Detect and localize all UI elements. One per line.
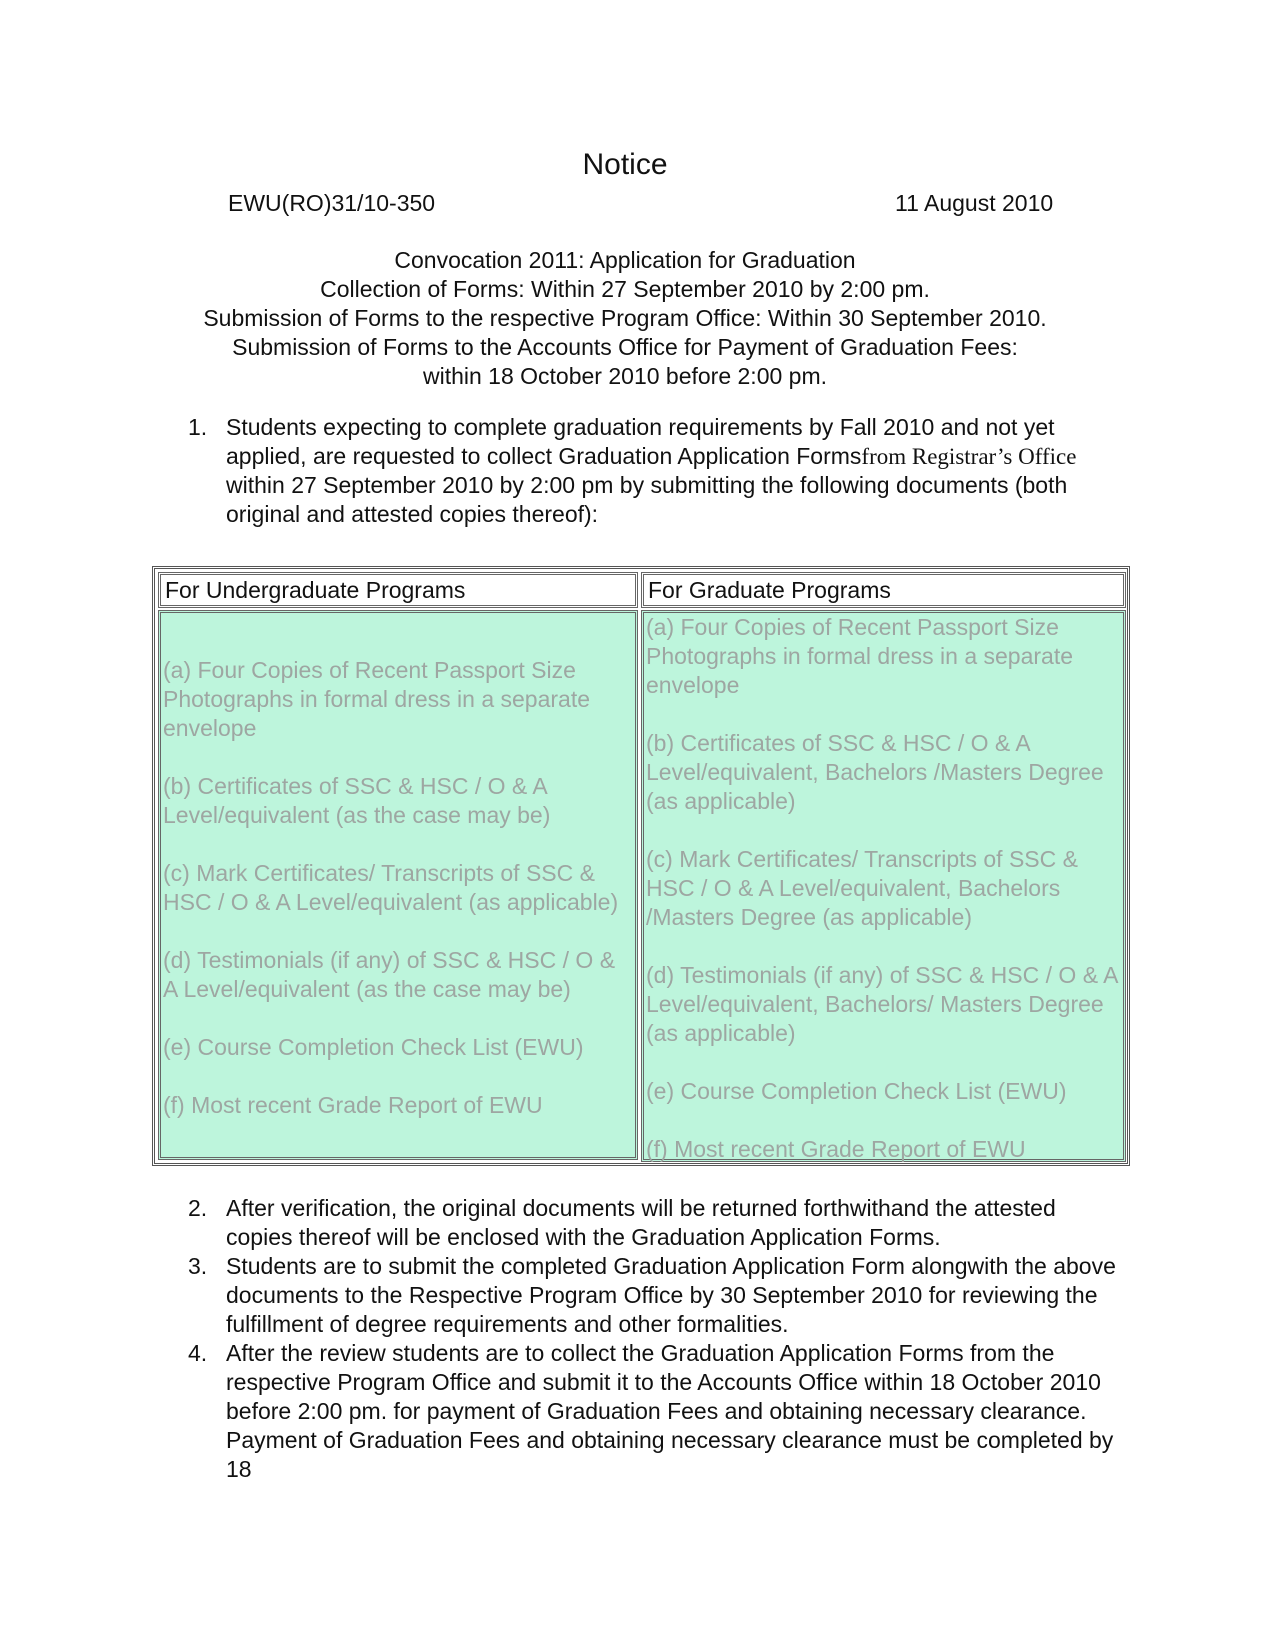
header-line: Convocation 2011: Application for Graduation — [394, 247, 856, 273]
item-text: After verification, the original documents will be returned forthwithand the attested copies thereof will be enclosed with the Graduation Application Forms. — [226, 1195, 1056, 1250]
undergrad-requirements — [158, 610, 638, 1160]
requirement-item: (d) Testimonials (if any) of SSC & HSC / O & A Level/equivalent (as the case may be) — [163, 947, 616, 1002]
requirement-item: (c) Mark Certificates/ Transcripts of SSC & HSC / O & A Level/equivalent, Bachelors /Masters Degree (as applicable) — [646, 846, 1078, 930]
item-number: 3. — [188, 1253, 208, 1279]
requirement-item: (e) Course Completion Check List (EWU) — [646, 1078, 1067, 1104]
documents-table — [152, 566, 1130, 1166]
item-text: After the review students are to collect the Graduation Application Forms from the respective Program Office and submit it to the Accounts Office within 18 October 2010 before 2:00 pm. for payment of Graduation Fees and obtaining necessary clearance. Payment of Graduation Fees and obtaining necessary clearance must be completed by 18 — [226, 1340, 1114, 1482]
item-text — [226, 413, 1123, 529]
list-item — [188, 413, 1123, 529]
item-number: 2. — [188, 1195, 208, 1221]
requirement-item: (b) Certificates of SSC & HSC / O & A Level/equivalent (as the case may be) — [163, 773, 551, 828]
requirement-item: (e) Course Completion Check List (EWU) — [163, 1034, 584, 1060]
list-item — [188, 1339, 1123, 1484]
header-line: within 18 October 2010 before 2:00 pm. — [422, 363, 828, 389]
item-number: 4. — [188, 1340, 208, 1366]
requirement-item: (f) Most recent Grade Report of EWU — [163, 1092, 543, 1118]
requirement-item: (b) Certificates of SSC & HSC / O & A Level/equivalent, Bachelors /Masters Degree (as applicable) — [646, 730, 1104, 814]
requirement-item: (f) Most recent Grade Report of EWU — [646, 1136, 1026, 1162]
undergrad-header: For Undergraduate Programs — [158, 572, 638, 608]
convocation-header — [0, 246, 1250, 391]
item-text-part: Students expecting to complete graduation requirements by Fall 2010 and not yet applied, are requested to collect Graduation Application Forms — [226, 414, 1055, 469]
item-text: Students are to submit the completed Graduation Application Form alongwith the above documents to the Respective Program Office by 30 September 2010 for reviewing the fulfillment of degree requirements and other formalities. — [226, 1253, 1116, 1337]
header-line: Collection of Forms: Within 27 September 2010 by 2:00 pm. — [320, 276, 930, 302]
notice-date: 11 August 2010 — [895, 190, 1054, 216]
header-line: Submission of Forms to the respective Program Office: Within 30 September 2010. — [203, 305, 1047, 331]
item-number: 1. — [188, 414, 208, 440]
item-text-part: within 27 September 2010 by 2:00 pm by submitting the following documents (both original and attested copies thereof): — [226, 472, 1068, 527]
requirement-item: (a) Four Copies of Recent Passport Size Photographs in formal dress in a separate envelope — [163, 657, 591, 741]
reference-number: EWU(RO)31/10-350 — [228, 190, 436, 216]
header-line: Submission of Forms to the Accounts Office for Payment of Graduation Fees: — [232, 334, 1018, 360]
list-item — [188, 1252, 1123, 1339]
grad-requirements — [641, 610, 1126, 1162]
requirement-item: (c) Mark Certificates/ Transcripts of SSC & HSC / O & A Level/equivalent (as applicable) — [163, 860, 619, 915]
list-item — [188, 1194, 1123, 1252]
item-text-part: from Registrar’s Office — [861, 444, 1077, 469]
grad-header: For Graduate Programs — [641, 572, 1126, 608]
notice-title: Notice — [582, 148, 668, 181]
requirement-item: (a) Four Copies of Recent Passport Size Photographs in formal dress in a separate envelope — [646, 614, 1074, 698]
requirement-item: (d) Testimonials (if any) of SSC & HSC / O & A Level/equivalent, Bachelors/ Masters Degree (as applicable) — [646, 962, 1118, 1046]
